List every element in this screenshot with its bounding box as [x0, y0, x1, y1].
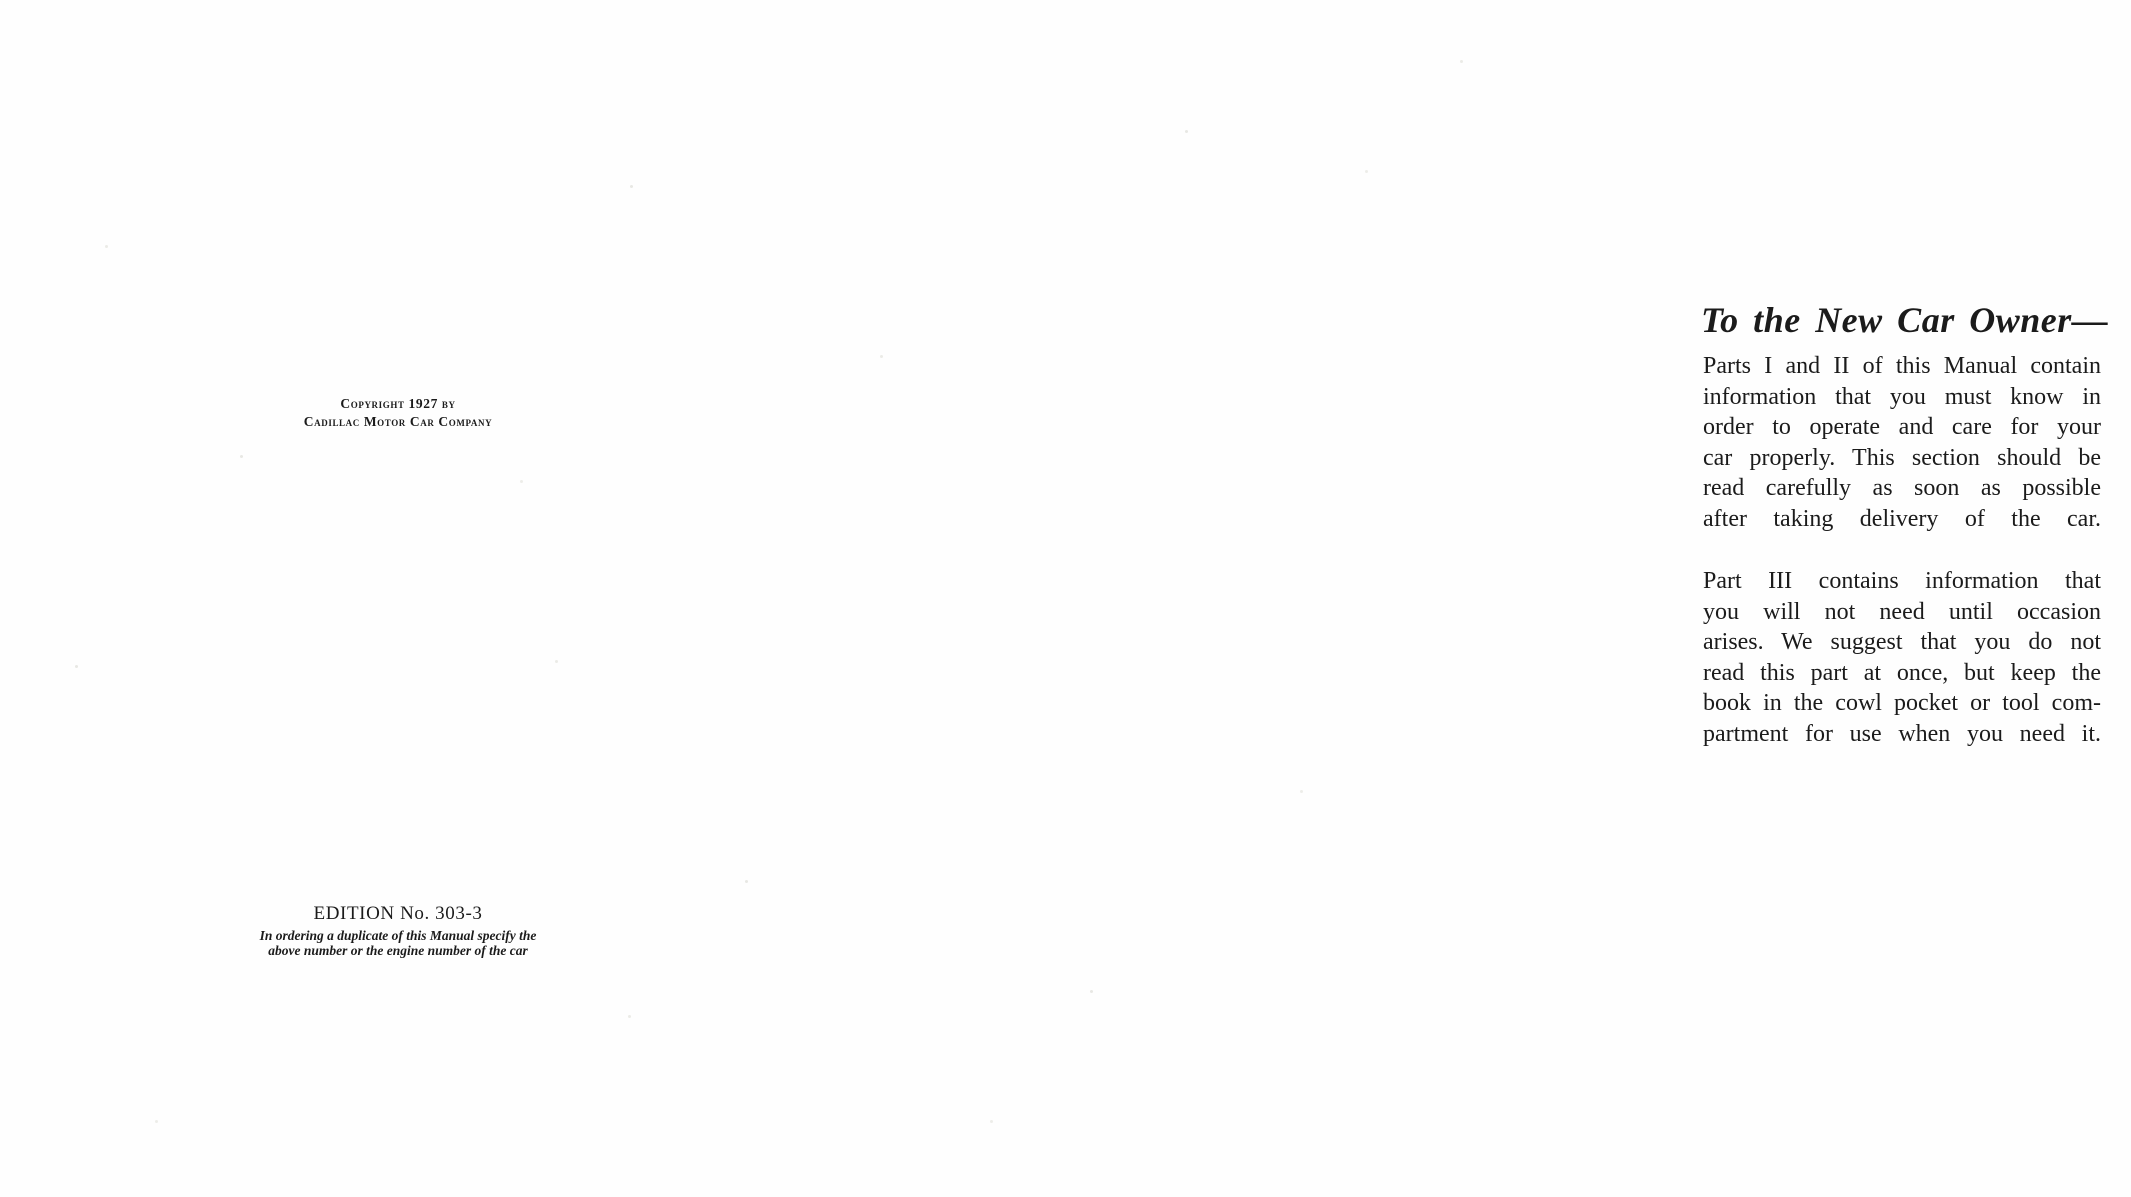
paragraph-1-line: order to operate and care for your	[1703, 414, 2101, 441]
paragraph-2	[1703, 566, 2101, 750]
paragraph-2-line: book in the cowl pocket or tool com-	[1703, 690, 2101, 717]
copyright-line-1: Copyright 1927 by	[340, 396, 456, 411]
paragraph-2-line: read this part at once, but keep the	[1703, 659, 2101, 686]
edition-block	[198, 903, 598, 958]
edition-note-line-1: In ordering a duplicate of this Manual specify the	[259, 928, 537, 943]
paragraph-1-line: after taking delivery of the car.	[1703, 505, 2101, 532]
paragraph-2-line: arises. We suggest that you do not	[1703, 629, 2101, 656]
edition-note-line-2: above number or the engine number of the car	[268, 942, 528, 958]
paragraph-1	[1703, 351, 2101, 535]
paragraph-1-line: read carefully as soon as possible	[1703, 475, 2101, 502]
paragraph-2-line: you will not need until occasion	[1703, 598, 2101, 625]
paragraph-2-line: partment for use when you need it.	[1703, 720, 2101, 747]
paragraph-1-line: Parts I and II of this Manual contain	[1703, 353, 2101, 379]
page-title: To the New Car Owner—	[1701, 300, 2109, 340]
copyright-line-2: Cadillac Motor Car Company	[303, 414, 493, 429]
paragraph-1-line: car properly. This section should be	[1703, 444, 2101, 471]
copyright-notice	[198, 395, 598, 431]
right-page	[768, 0, 2109, 1197]
left-page	[0, 0, 768, 1197]
paragraph-1-line: information that you must know in	[1703, 383, 2101, 410]
paragraph-2-line: Part III contains information that	[1703, 568, 2101, 594]
edition-number: EDITION No. 303-3	[313, 903, 483, 924]
